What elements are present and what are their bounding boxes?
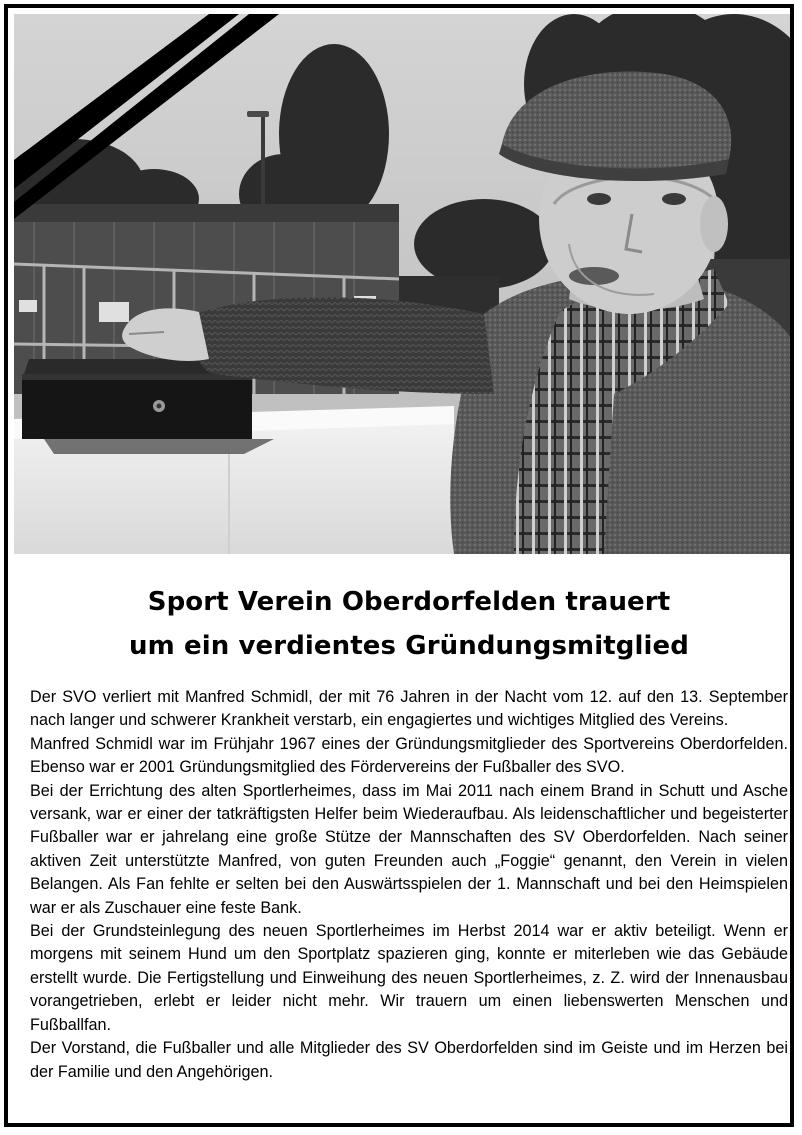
headline-line-1: Sport Verein Oberdorfelden trauert [147, 587, 671, 617]
headline-line-2: um ein verdientes Gründungsmitglied [129, 631, 689, 661]
paragraph-5: Der Vorstand, die Fußballer und alle Mitglieder des SV Oberdorfelden sind im Geiste und im Herzen bei der Familie und den Angehörigen. [30, 1039, 788, 1081]
memorial-photo [14, 14, 794, 554]
paragraph-4: Bei der Grundsteinlegung des neuen Sportlerheimes im Herbst 2014 war er aktiv beteiligt. Wenn er morgens mit seinem Hund um den Sportplatz spazieren ging, konnte er miterleben wie das Gebäude erstellt wurde. Die Fertigstellung und Einweihung des neuen Sportlerheimes, z. Z. wird der Innenausbau vorangetrieben, erlebt er leider nicht mehr. Wir trauern um einen liebenswerten Menschen und Fußballfan. [30, 922, 788, 1034]
obituary-content [14, 554, 794, 1127]
paragraph-2: Manfred Schmidl war im Frühjahr 1967 eines der Gründungsmitglieder des Sportvereins Oberdorfelden. Ebenso war er 2001 Gründungsmitglied des Fördervereins der Fußballer des SVO. [30, 734, 788, 777]
obituary-body [14, 686, 794, 1084]
paragraph-3: Bei der Errichtung des alten Sportlerheimes, dass im Mai 2011 nach einem Brand in Schutt und Asche versank, war er einer der tatkräftigsten Helfer beim Wiederaufbau. Als leidenschaftlicher und begeisterter Fußballer war er jahrelang eine große Stütze der Mannschaften des SV Oberdorfelden. Nach seiner aktiven Zeit unterstützte Manfred, von guten Freunden auch „Foggie“ genannt, den Verein in vielen Belangen. Als Fan fehlte er selten bei den Auswärtsspielen der 1. Mannschaft und bei den Heimspielen war er als Zuschauer eine feste Bank. [30, 781, 788, 917]
headline [14, 554, 794, 668]
paragraph-1: Der SVO verliert mit Manfred Schmidl, der mit 76 Jahren in der Nacht vom 12. auf den 13. September nach langer und schwerer Krankheit verstarb, ein engagiertes und wichtiges Mitglied des Vereins. [30, 688, 788, 730]
obituary-frame [4, 4, 794, 1127]
